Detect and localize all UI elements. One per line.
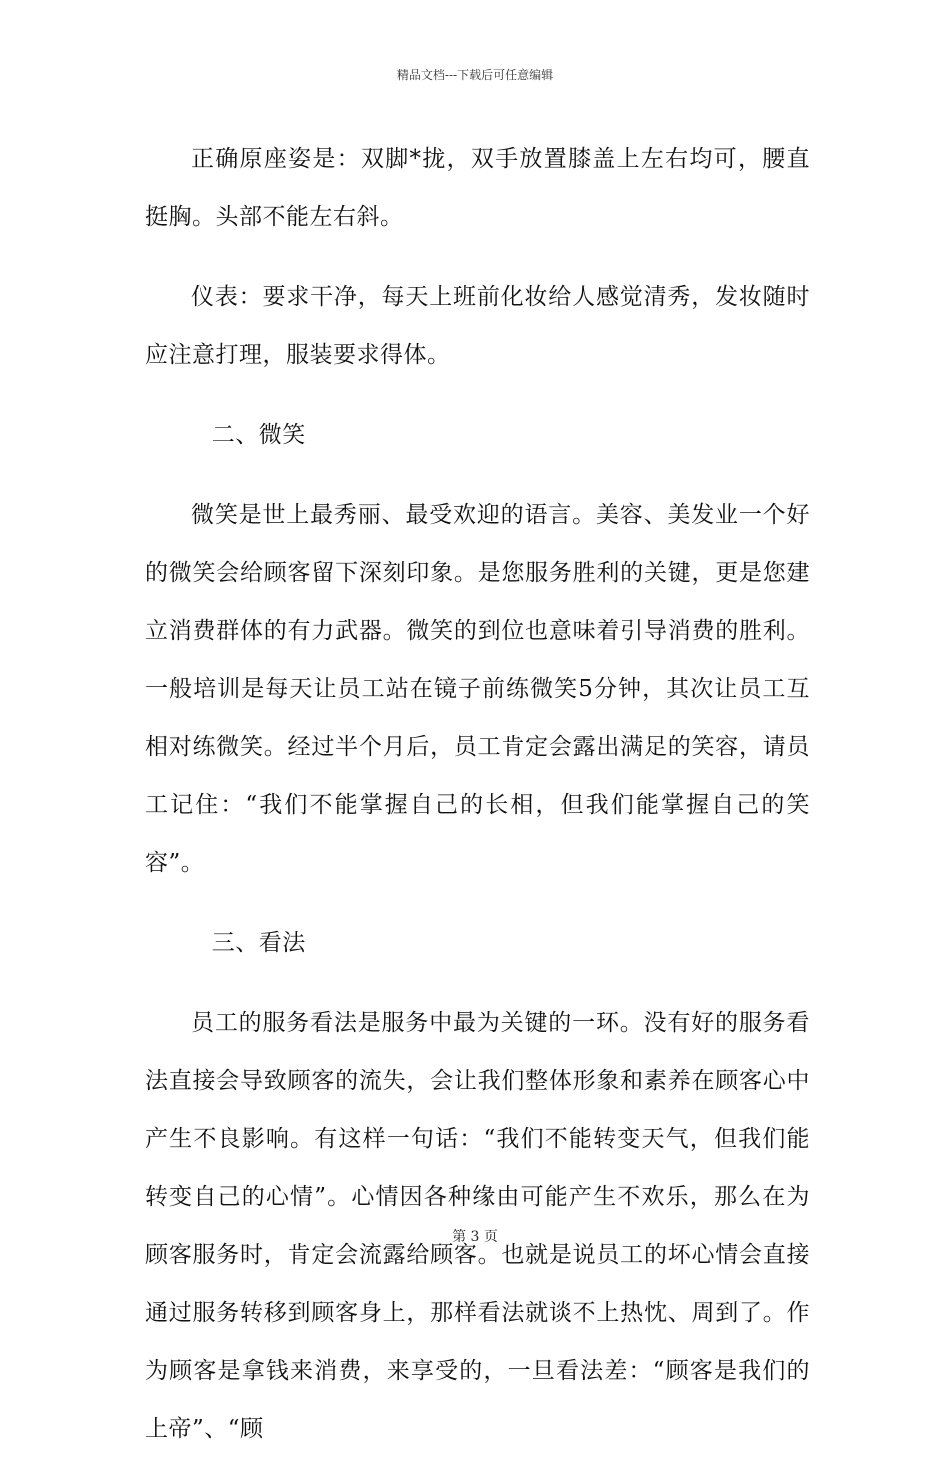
- paragraph-smile: 微笑是世上最秀丽、最受欢迎的语言。美容、美发业一个好的微笑会给顾客留下深刻印象。是您服务胜利的关键，更是您建立消费群体的有力武器。微笑的到位也意味着引导消费的胜利。一般培训是每天让员工站在镜子前练微笑5分钟，其次让员工互相对练微笑。经过半个月后，员工肯定会露出满足的笑容，请员工记住：“我们不能掌握自己的长相，但我们能掌握自己的笑容”。: [145, 502, 810, 876]
- document-body: [145, 130, 810, 1480]
- section-heading-attitude: 三、看法: [211, 930, 306, 956]
- page-number: 第 3 页: [452, 1229, 498, 1245]
- page-header: 精品文档---下载后可任意编辑: [396, 68, 554, 82]
- paragraph-attitude: 员工的服务看法是服务中最为关键的一环。没有好的服务看法直接会导致顾客的流失，会让我们整体形象和素养在顾客心中产生不良影响。有这样一句话：“我们不能转变天气，但我们能转变自己的心情”。心情因各种缘由可能产生不欢乐，那么在为顾客服务时，肯定会流露给顾客。也就是说员工的坏心情会直接通过服务转移到顾客身上，那样看法就谈不上热忱、周到了。作为顾客是拿钱来消费，来享受的，一旦看法差：“顾客是我们的上帝”、“顾: [145, 1010, 810, 1442]
- section-heading-smile: 二、微笑: [211, 422, 306, 448]
- paragraph-appearance: 仪表：要求干净，每天上班前化妆给人感觉清秀，发妆随时应注意打理，服装要求得体。: [145, 284, 810, 368]
- paragraph-sitting-posture: 正确原座姿是：双脚*拢，双手放置膝盖上左右均可，腰直挺胸。头部不能左右斜。: [145, 146, 810, 230]
